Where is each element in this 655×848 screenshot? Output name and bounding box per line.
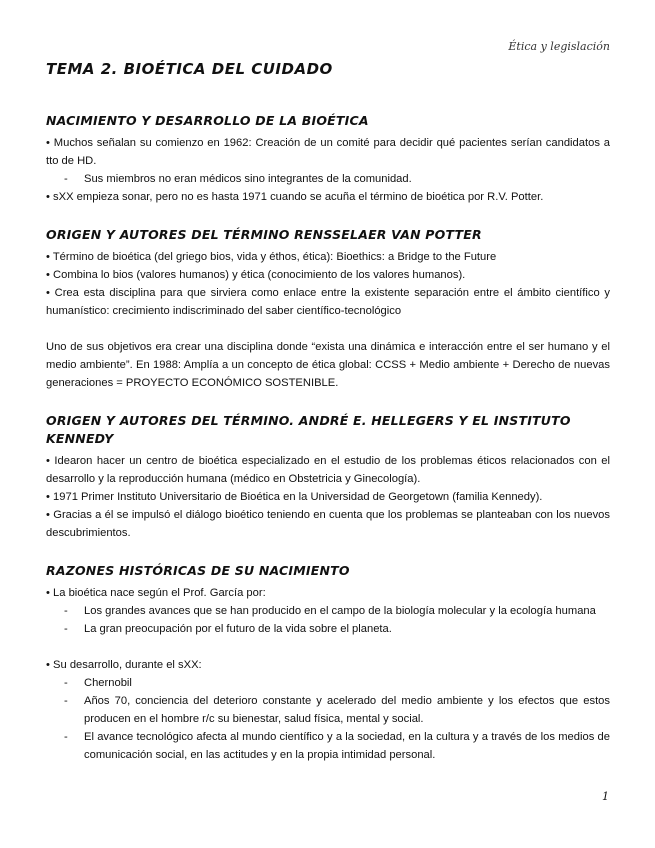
dash-item: - Chernobil: [46, 674, 610, 692]
section-razones: [46, 562, 610, 764]
bullet-item: • Idearon hacer un centro de bioética especializado en el estudio de los problemas éticos relacionados con el desarrollo y la reproducción humana (médico en Obstetricia y Ginecología).: [46, 455, 610, 485]
section-heading: ORIGEN Y AUTORES DEL TÉRMINO. ANDRÉ E. HELLEGERS Y EL INSTITUTO KENNEDY: [46, 413, 571, 446]
bullet-item: • Su desarrollo, durante el sXX:: [46, 659, 202, 671]
bullet-item: • Término de bioética (del griego bios, vida y éthos, ética): Bioethics: a Bridge to the Future: [46, 251, 497, 263]
dash-item: - El avance tecnológico afecta al mundo científico y a la sociedad, en la cultura y a través de los medios de comunicación social, en las actitudes y en la propia intimidad personal.: [46, 728, 610, 764]
dash-item: - La gran preocupación por el futuro de la vida sobre el planeta.: [46, 620, 610, 638]
section-heading: RAZONES HISTÓRICAS DE SU NACIMIENTO: [46, 563, 350, 578]
bullet-item: • La bioética nace según el Prof. García por:: [46, 587, 266, 599]
section-heading: NACIMIENTO Y DESARROLLO DE LA BIOÉTICA: [46, 113, 369, 128]
running-header: Ética y legislación: [508, 40, 610, 53]
page-number: 1: [602, 790, 609, 803]
bullet-item: • Combina lo bios (valores humanos) y ética (conocimiento de los valores humanos).: [46, 269, 466, 281]
section-potter: [46, 226, 610, 392]
section-nacimiento: [46, 112, 610, 206]
dash-item: - Sus miembros no eran médicos sino integrantes de la comunidad.: [46, 170, 610, 188]
dash-item: - Años 70, conciencia del deterioro constante y acelerado del medio ambiente y los efectos que estos producen en el hombre r/c su bienestar, salud física, mental y social.: [46, 692, 610, 728]
dash-item: - Los grandes avances que se han producido en el campo de la biología molecular y la ecología humana: [46, 602, 610, 620]
bullet-item: • Muchos señalan su comienzo en 1962: Creación de un comité para decidir qué pacientes serían candidatos a tto de HD.: [46, 137, 610, 167]
page-title: TEMA 2. BIOÉTICA DEL CUIDADO: [46, 60, 333, 78]
document-body: [46, 112, 610, 784]
bullet-item: • Crea esta disciplina para que sirviera como enlace entre la existente separación entre el ámbito científico y humanístico: crecimiento indiscriminado del saber científico-tecnológico: [46, 287, 610, 317]
bullet-item: • 1971 Primer Instituto Universitario de Bioética en la Universidad de Georgetown (familia Kennedy).: [46, 491, 543, 503]
spacer: [46, 638, 610, 656]
paragraph: Uno de sus objetivos era crear una disciplina donde “exista una dinámica e interacción entre el ser humano y el medio ambiente”. En 1988: Amplía a un concepto de ética global: CCSS + Medio ambiente + Derecho de nuevas generaciones = PROYECTO ECONÓMICO SOSTENIBLE.: [46, 341, 610, 389]
bullet-item: • sXX empieza sonar, pero no es hasta 1971 cuando se acuña el término de bioética por R.V. Potter.: [46, 191, 544, 203]
section-hellegers: [46, 412, 610, 542]
spacer: [46, 320, 610, 338]
bullet-item: • Gracias a él se impulsó el diálogo bioético teniendo en cuenta que los problemas se planteaban con los nuevos descubrimientos.: [46, 509, 610, 539]
section-heading: ORIGEN Y AUTORES DEL TÉRMINO RENSSELAER VAN POTTER: [46, 227, 482, 242]
